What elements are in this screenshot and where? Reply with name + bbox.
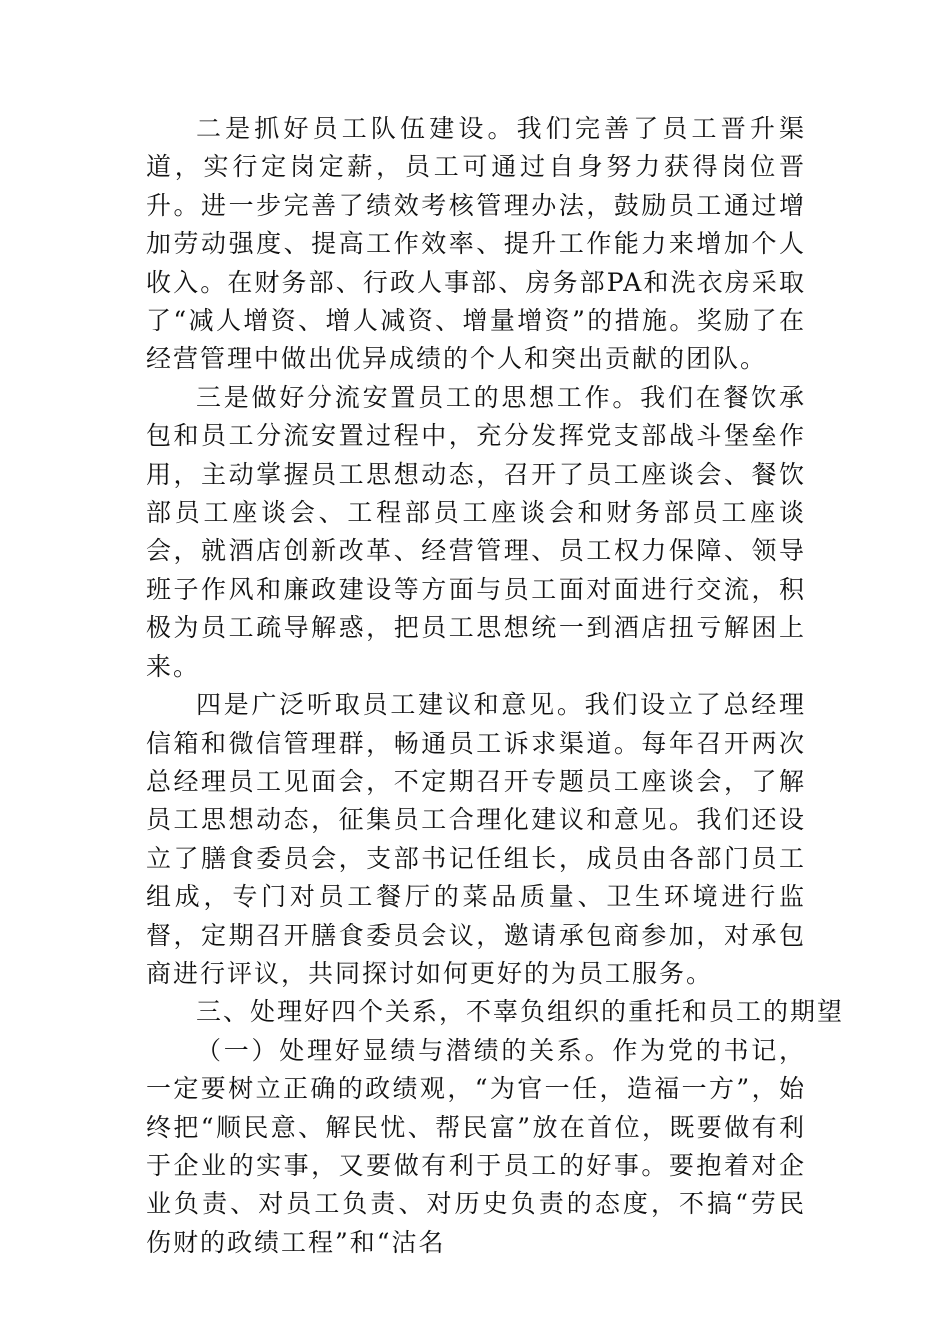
paragraph-staff-suggestions: 四是广泛听取员工建议和意见。我们设立了总经理信箱和微信管理群，畅通员工诉求渠道。每年召开两次总经理员工见面会，不定期召开专题员工座谈会，了解员工思想动态，征集员工合理化建议和意见。我们还设立了膳食委员会，支部书记任组长，成员由各部门员工组成，专门对员工餐厅的菜品质量、卫生环境进行监督，定期召开膳食委员会议，邀请承包商参加，对承包商进行评议，共同探讨如何更好的为员工服务。 <box>146 690 806 988</box>
paragraph-staff-building: 二是抓好员工队伍建设。我们完善了员工晋升渠道，实行定岗定薪，员工可通过自身努力获得岗位晋升。进一步完善了绩效考核管理办法，鼓励员工通过增加劳动强度、提高工作效率、提升工作能力来增加个人收入。在财务部、行政人事部、房务部PA和洗衣房采取了“减人增资、增人减资、增量增资”的措施。奖励了在经营管理中做出优异成绩的个人和突出贡献的团队。 <box>146 114 806 374</box>
document-body <box>146 110 845 1262</box>
paragraph-performance-relationship: （一）处理好显绩与潜绩的关系。作为党的书记，一定要树立正确的政绩观，“为官一任，造福一方”，始终把“顺民意、解民忧、帮民富”放在首位，既要做有利于企业的实事，又要做有利于员工的好事。要抱着对企业负责、对员工负责、对历史负责的态度，不搞“劳民伤财的政绩工程”和“沽名 <box>146 1035 806 1257</box>
paragraph-staff-relocation: 三是做好分流安置员工的思想工作。我们在餐饮承包和员工分流安置过程中，充分发挥党支部战斗堡垒作用，主动掌握员工思想动态，召开了员工座谈会、餐饮部员工座谈会、工程部员工座谈会和财务部员工座谈会，就酒店创新改革、经营管理、员工权力保障、领导班子作风和廉政建设等方面与员工面对面进行交流，积极为员工疏导解惑，把员工思想统一到酒店扭亏解困上来。 <box>146 382 806 681</box>
section-heading: 三、处理好四个关系，不辜负组织的重托和员工的期望 <box>196 997 845 1027</box>
